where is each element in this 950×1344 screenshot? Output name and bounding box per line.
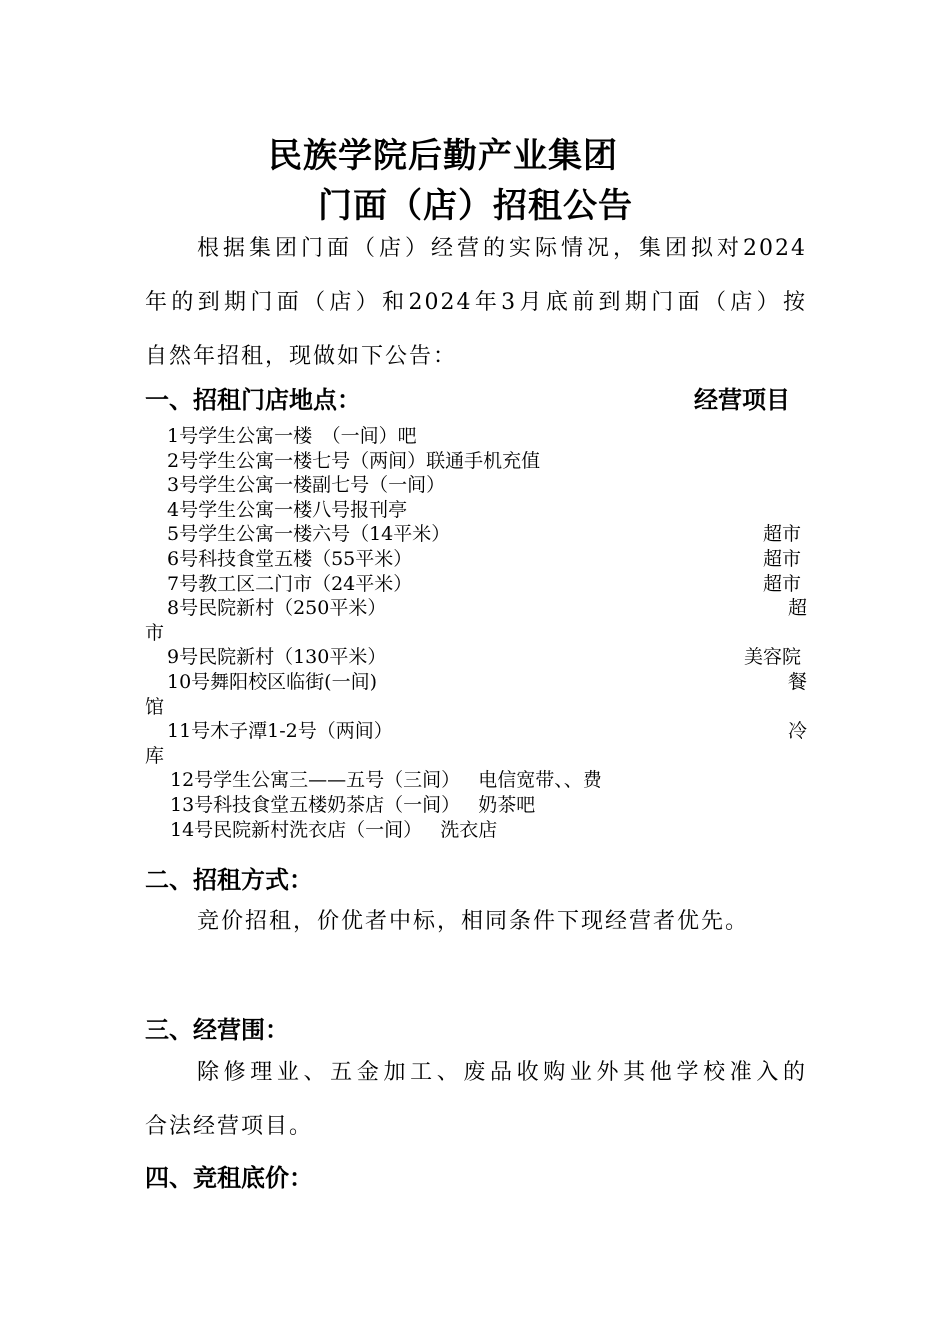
store-project: 冷 xyxy=(787,720,807,743)
store-project: 市 xyxy=(145,621,165,644)
store-project: 美容院 xyxy=(743,646,801,669)
scope-line: 除修理业、五金加工、废品收购业外其他学校准入的 xyxy=(197,1060,807,1085)
store-project: 超 xyxy=(787,597,807,620)
list-item xyxy=(145,547,807,572)
store-name: 14号民院新村洗衣店（一间） xyxy=(170,818,423,841)
store-name: 6号科技食堂五楼（55平米） xyxy=(167,547,413,570)
intro-line: 年的到期门面（店）和2024年3月底前到期门面（店）按 xyxy=(145,290,807,315)
list-item xyxy=(145,818,807,843)
section-heading-method: 二、招租方式： xyxy=(145,865,313,894)
list-item xyxy=(145,768,807,793)
store-name: 5号学生公寓一楼六号（14平米） xyxy=(167,523,451,546)
method-text: 竞价招租，价优者中标，相同条件下现经营者优先。 xyxy=(197,909,750,934)
section-heading-projects: 经营项目 xyxy=(694,385,790,414)
store-name: 12号学生公寓三——五号（三间） xyxy=(170,769,461,792)
list-item xyxy=(145,572,807,597)
store-project: 超市 xyxy=(762,572,801,595)
store-project: 超市 xyxy=(762,547,801,570)
list-item xyxy=(145,670,807,695)
store-name: 9号民院新村（130平米） xyxy=(167,646,387,669)
store-name: 10号舞阳校区临街(一间) xyxy=(167,670,378,693)
intro-line: 根据集团门面（店）经营的实际情况，集团拟对2024 xyxy=(197,236,807,261)
list-item-continuation xyxy=(145,621,807,646)
store-name: 7号教工区二门市（24平米） xyxy=(167,572,413,595)
store-project: 馆 xyxy=(145,695,165,718)
store-project: 奶茶吧 xyxy=(478,793,536,816)
list-item-continuation xyxy=(145,744,807,769)
list-item-continuation xyxy=(145,695,807,720)
list-item xyxy=(145,424,807,449)
store-project: 洗衣店 xyxy=(440,818,498,841)
store-name: 13号科技食堂五楼奶茶店（一间） xyxy=(170,793,461,816)
store-project: 电信宽带、、费 xyxy=(478,769,602,792)
store-project: 餐 xyxy=(787,670,807,693)
section-heading-locations: 一、招租门店地点： xyxy=(145,385,361,414)
section-heading-reserve-price: 四、竞租底价： xyxy=(145,1163,313,1192)
list-item xyxy=(145,793,807,818)
intro-line: 自然年招租，现做如下公告： xyxy=(145,344,458,369)
list-item xyxy=(145,498,807,523)
store-list xyxy=(145,424,807,842)
list-item xyxy=(145,719,807,744)
list-item xyxy=(145,596,807,621)
list-item xyxy=(145,473,807,498)
scope-line: 合法经营项目。 xyxy=(145,1114,314,1139)
store-project: 超市 xyxy=(762,523,801,546)
store-name: 11号木子潭1-2号（两间） xyxy=(167,720,393,743)
section-heading-scope: 三、经营围： xyxy=(145,1015,289,1044)
store-name: 4号学生公寓一楼八号报刊亭 xyxy=(167,498,408,521)
intro-paragraph xyxy=(145,222,807,384)
store-name: 8号民院新村（250平米） xyxy=(167,597,387,620)
list-item xyxy=(145,645,807,670)
store-project: 库 xyxy=(145,744,165,767)
store-name: 2号学生公寓一楼七号（两间）联通手机充值 xyxy=(167,449,541,472)
store-name: 1号学生公寓一楼 （一间）吧 xyxy=(167,425,417,447)
scope-paragraph xyxy=(145,1046,807,1154)
list-item xyxy=(145,449,807,474)
store-name: 3号学生公寓一楼副七号（一间） xyxy=(167,474,446,497)
document-title-line1: 民族学院后勤产业集团 xyxy=(268,136,618,176)
document-title-line2: 门面（店）招租公告 xyxy=(318,186,633,226)
list-item xyxy=(145,522,807,547)
